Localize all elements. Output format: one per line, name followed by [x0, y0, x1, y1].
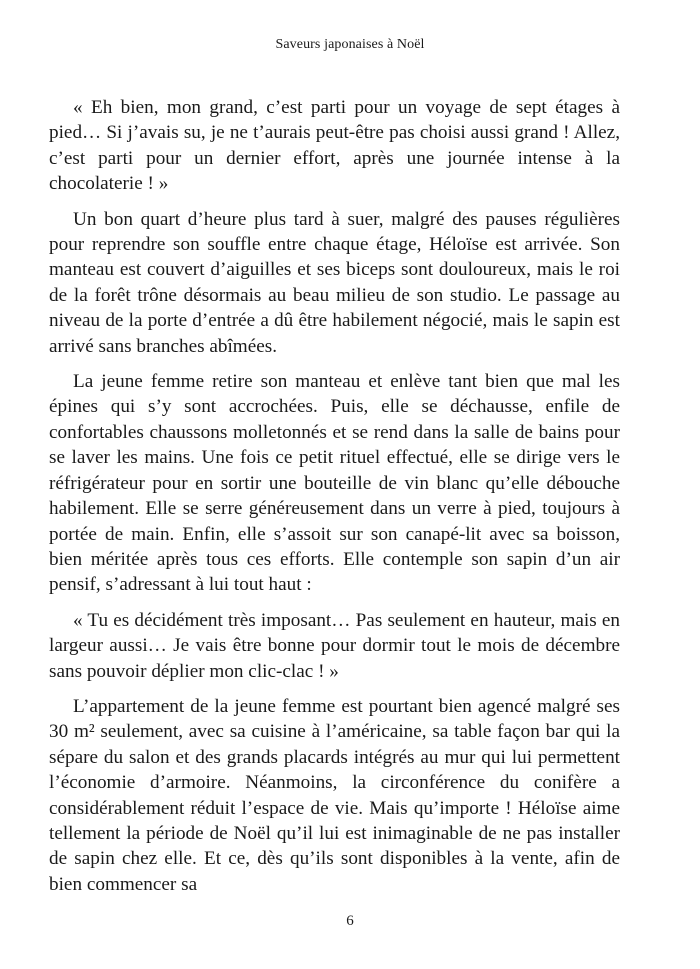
paragraph-1: « Eh bien, mon grand, c’est parti pour un voyage de sept étages à pied… Si j’avais su, je ne t’aurais peut-être pas choisi aussi grand ! Allez, c’est parti pour un dernier effort, après une journée intense à la chocolaterie ! » [49, 97, 620, 195]
running-header-title: Saveurs japonaises à Noël [275, 37, 425, 52]
body-text [49, 95, 620, 907]
paragraph-4: « Tu es décidément très imposant… Pas seulement en hauteur, mais en largeur aussi… Je vais être bonne pour dormir tout le mois de décembre sans pouvoir déplier mon clic-clac ! » [49, 609, 620, 682]
paragraph-5: L’appartement de la jeune femme est pourtant bien agencé malgré ses 30 m² seulement, avec sa cuisine à l’américaine, sa table façon bar qui la sépare du salon et des grands placards intégrés au mur qui lui permettent l’économie d’armoire. Néanmoins, la circonférence du conifère a considérablement réduit l’espace de vie. Mais qu’importe ! Héloïse aime tellement la période de Noël qu’il lui est inimaginable de ne pas installer de sapin chez elle. Et ce, dès qu’ils sont disponibles à la vente, afin de bien commencer sa [49, 695, 620, 895]
page-number: 6 [346, 913, 354, 929]
paragraph-2: Un bon quart d’heure plus tard à suer, malgré des pauses régulières pour reprendre son souffle entre chaque étage, Héloïse est arrivée. Son manteau est couvert d’aiguilles et ses biceps sont douloureux, mais le roi de la forêt trône désormais au beau milieu de son studio. Le passage au niveau de la porte d’entrée a dû être habilement négocié, mais le sapin est arrivé sans branches abîmées. [49, 208, 620, 357]
paragraph-3: La jeune femme retire son manteau et enlève tant bien que mal les épines qui s’y sont accrochées. Puis, elle se déchausse, enfile de confortables chaussons molletonnés et se rend dans la salle de bains pour se laver les mains. Une fois ce petit rituel effectué, elle se dirige vers le réfrigérateur pour en sortir une bouteille de vin blanc qu’elle débouche habilement. Elle se serre généreusement dans un verre à pied, toujours à portée de main. Enfin, elle s’assoit sur son canapé-lit avec sa boisson, bien méritée après tous ces efforts. Elle contemple son sapin d’un air pensif, s’adressant à lui tout haut : [49, 371, 620, 596]
